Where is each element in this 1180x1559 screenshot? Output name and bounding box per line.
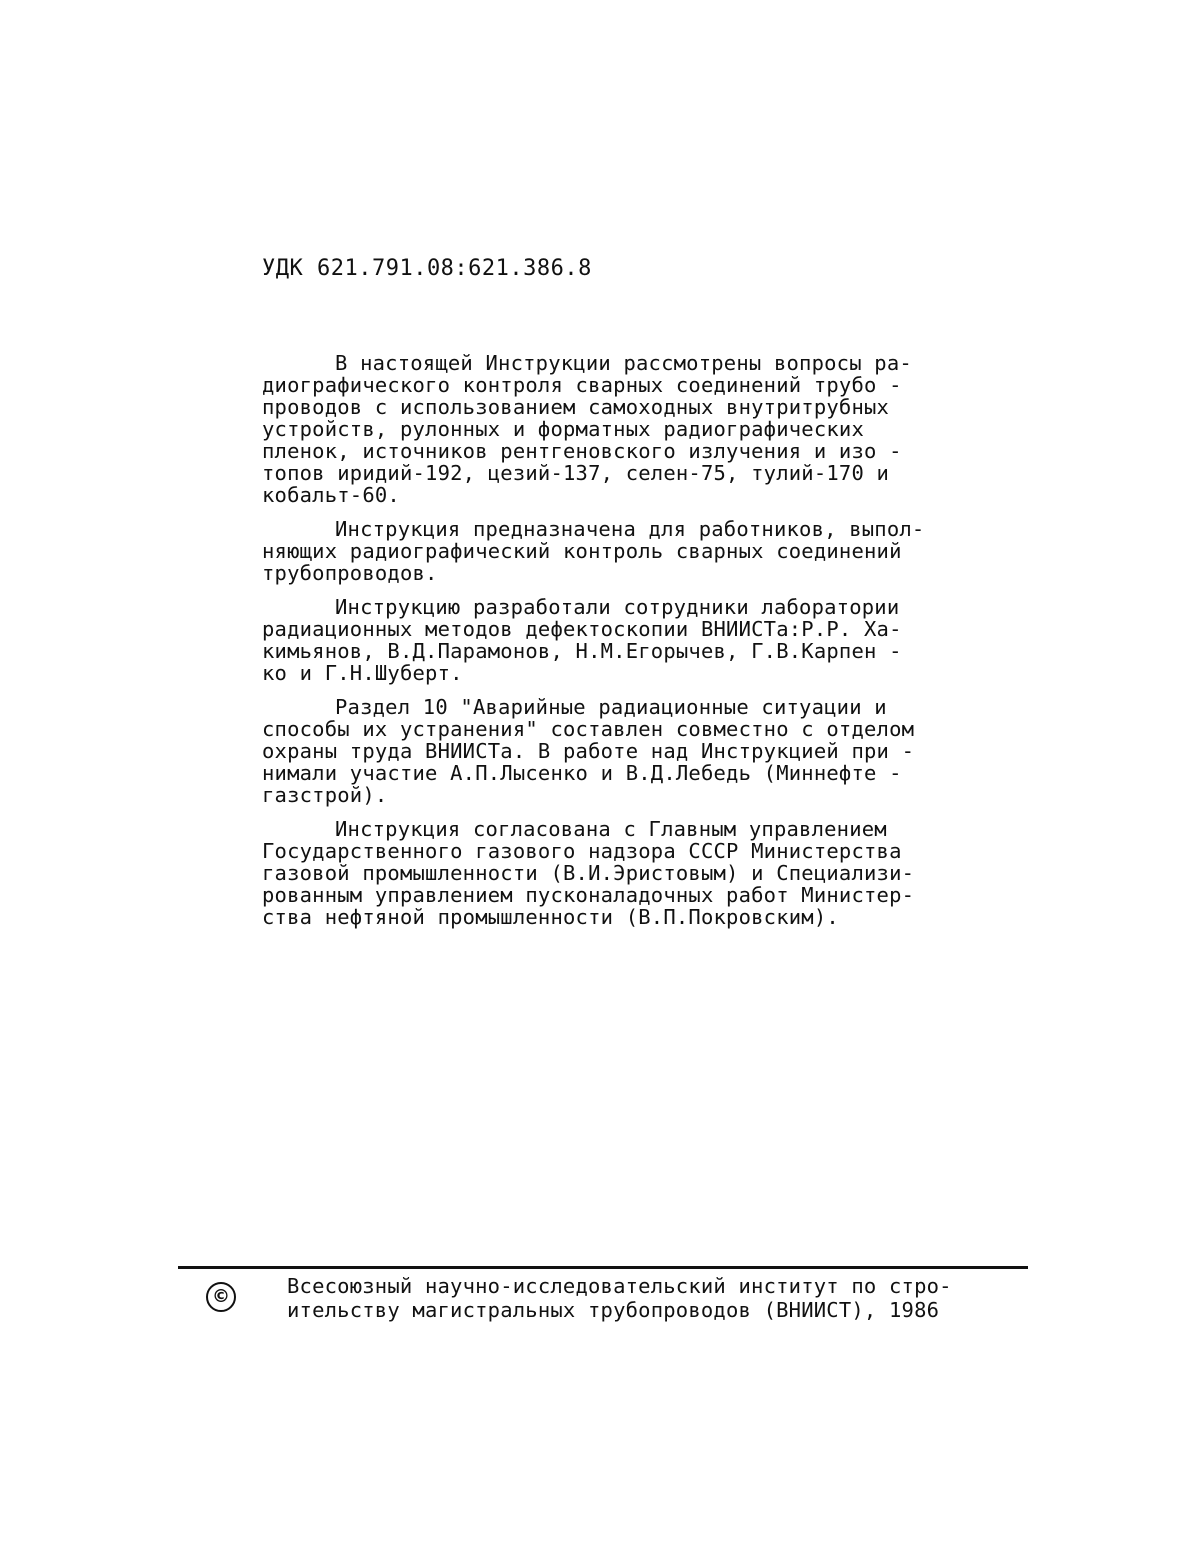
paragraph-section-10 [262,696,1002,806]
paragraph-scope [262,352,1002,506]
text-line: нимали участие А.П.Лысенко и В.Д.Лебедь (Миннефте - [262,761,902,785]
text-line: рованным управлением пусконаладочных работ Министер- [262,883,915,907]
text-line: диографического контроля сварных соединений трубо - [262,373,902,397]
text-line: радиационных методов дефектоскопии ВНИИСТа:Р.Р. Ха- [262,617,902,641]
text-line: Инструкция согласована с Главным управлением [335,817,887,841]
text-line: ства нефтяной промышленности (В.П.Покровским). [262,905,839,929]
text-line: кимьянов, В.Д.Парамонов, Н.М.Егорычев, Г.В.Карпен - [262,639,902,663]
body-text [262,352,1002,940]
text-line: газстрой). [262,783,388,807]
text-line: В настоящей Инструкции рассмотрены вопросы ра- [335,351,912,375]
copyright-icon: © [206,1282,236,1312]
text-line: Раздел 10 "Аварийные радиационные ситуации и [335,695,887,719]
paragraph-audience [262,518,1002,584]
text-line: кобальт-60. [262,483,400,507]
footer-line: ительству магистральных трубопроводов (ВНИИСТ), 1986 [287,1298,940,1322]
text-line: ко и Г.Н.Шуберт. [262,661,463,685]
text-line: Инструкцию разработали сотрудники лаборатории [335,595,900,619]
footer-divider [178,1266,1028,1269]
text-line: топов иридий-192, цезий-137, селен-75, тулий-170 и [262,461,890,485]
text-line: охраны труда ВНИИСТа. В работе над Инструкцией при - [262,739,915,763]
footer-line: Всесоюзный научно-исследовательский институт по стро- [287,1274,952,1298]
text-line: газовой промышленности (В.И.Эристовым) и Специализи- [262,861,915,885]
paragraph-approval [262,818,1002,928]
text-line: няющих радиографический контроль сварных соединений [262,539,902,563]
text-line: Государственного газового надзора СССР Министерства [262,839,902,863]
copyright-notice [287,1274,1027,1322]
text-line: способы их устранения" составлен совместно с отделом [262,717,915,741]
text-line: устройств, рулонных и форматных радиографических [262,417,865,441]
text-line: пленок, источников рентгеновского излучения и изо - [262,439,902,463]
paragraph-authors [262,596,1002,684]
udk-code: УДК 621.791.08:621.386.8 [262,256,592,281]
text-line: проводов с использованием самоходных внутритрубных [262,395,890,419]
text-line: Инструкция предназначена для работников, выпол- [335,517,925,541]
text-line: трубопроводов. [262,561,438,585]
